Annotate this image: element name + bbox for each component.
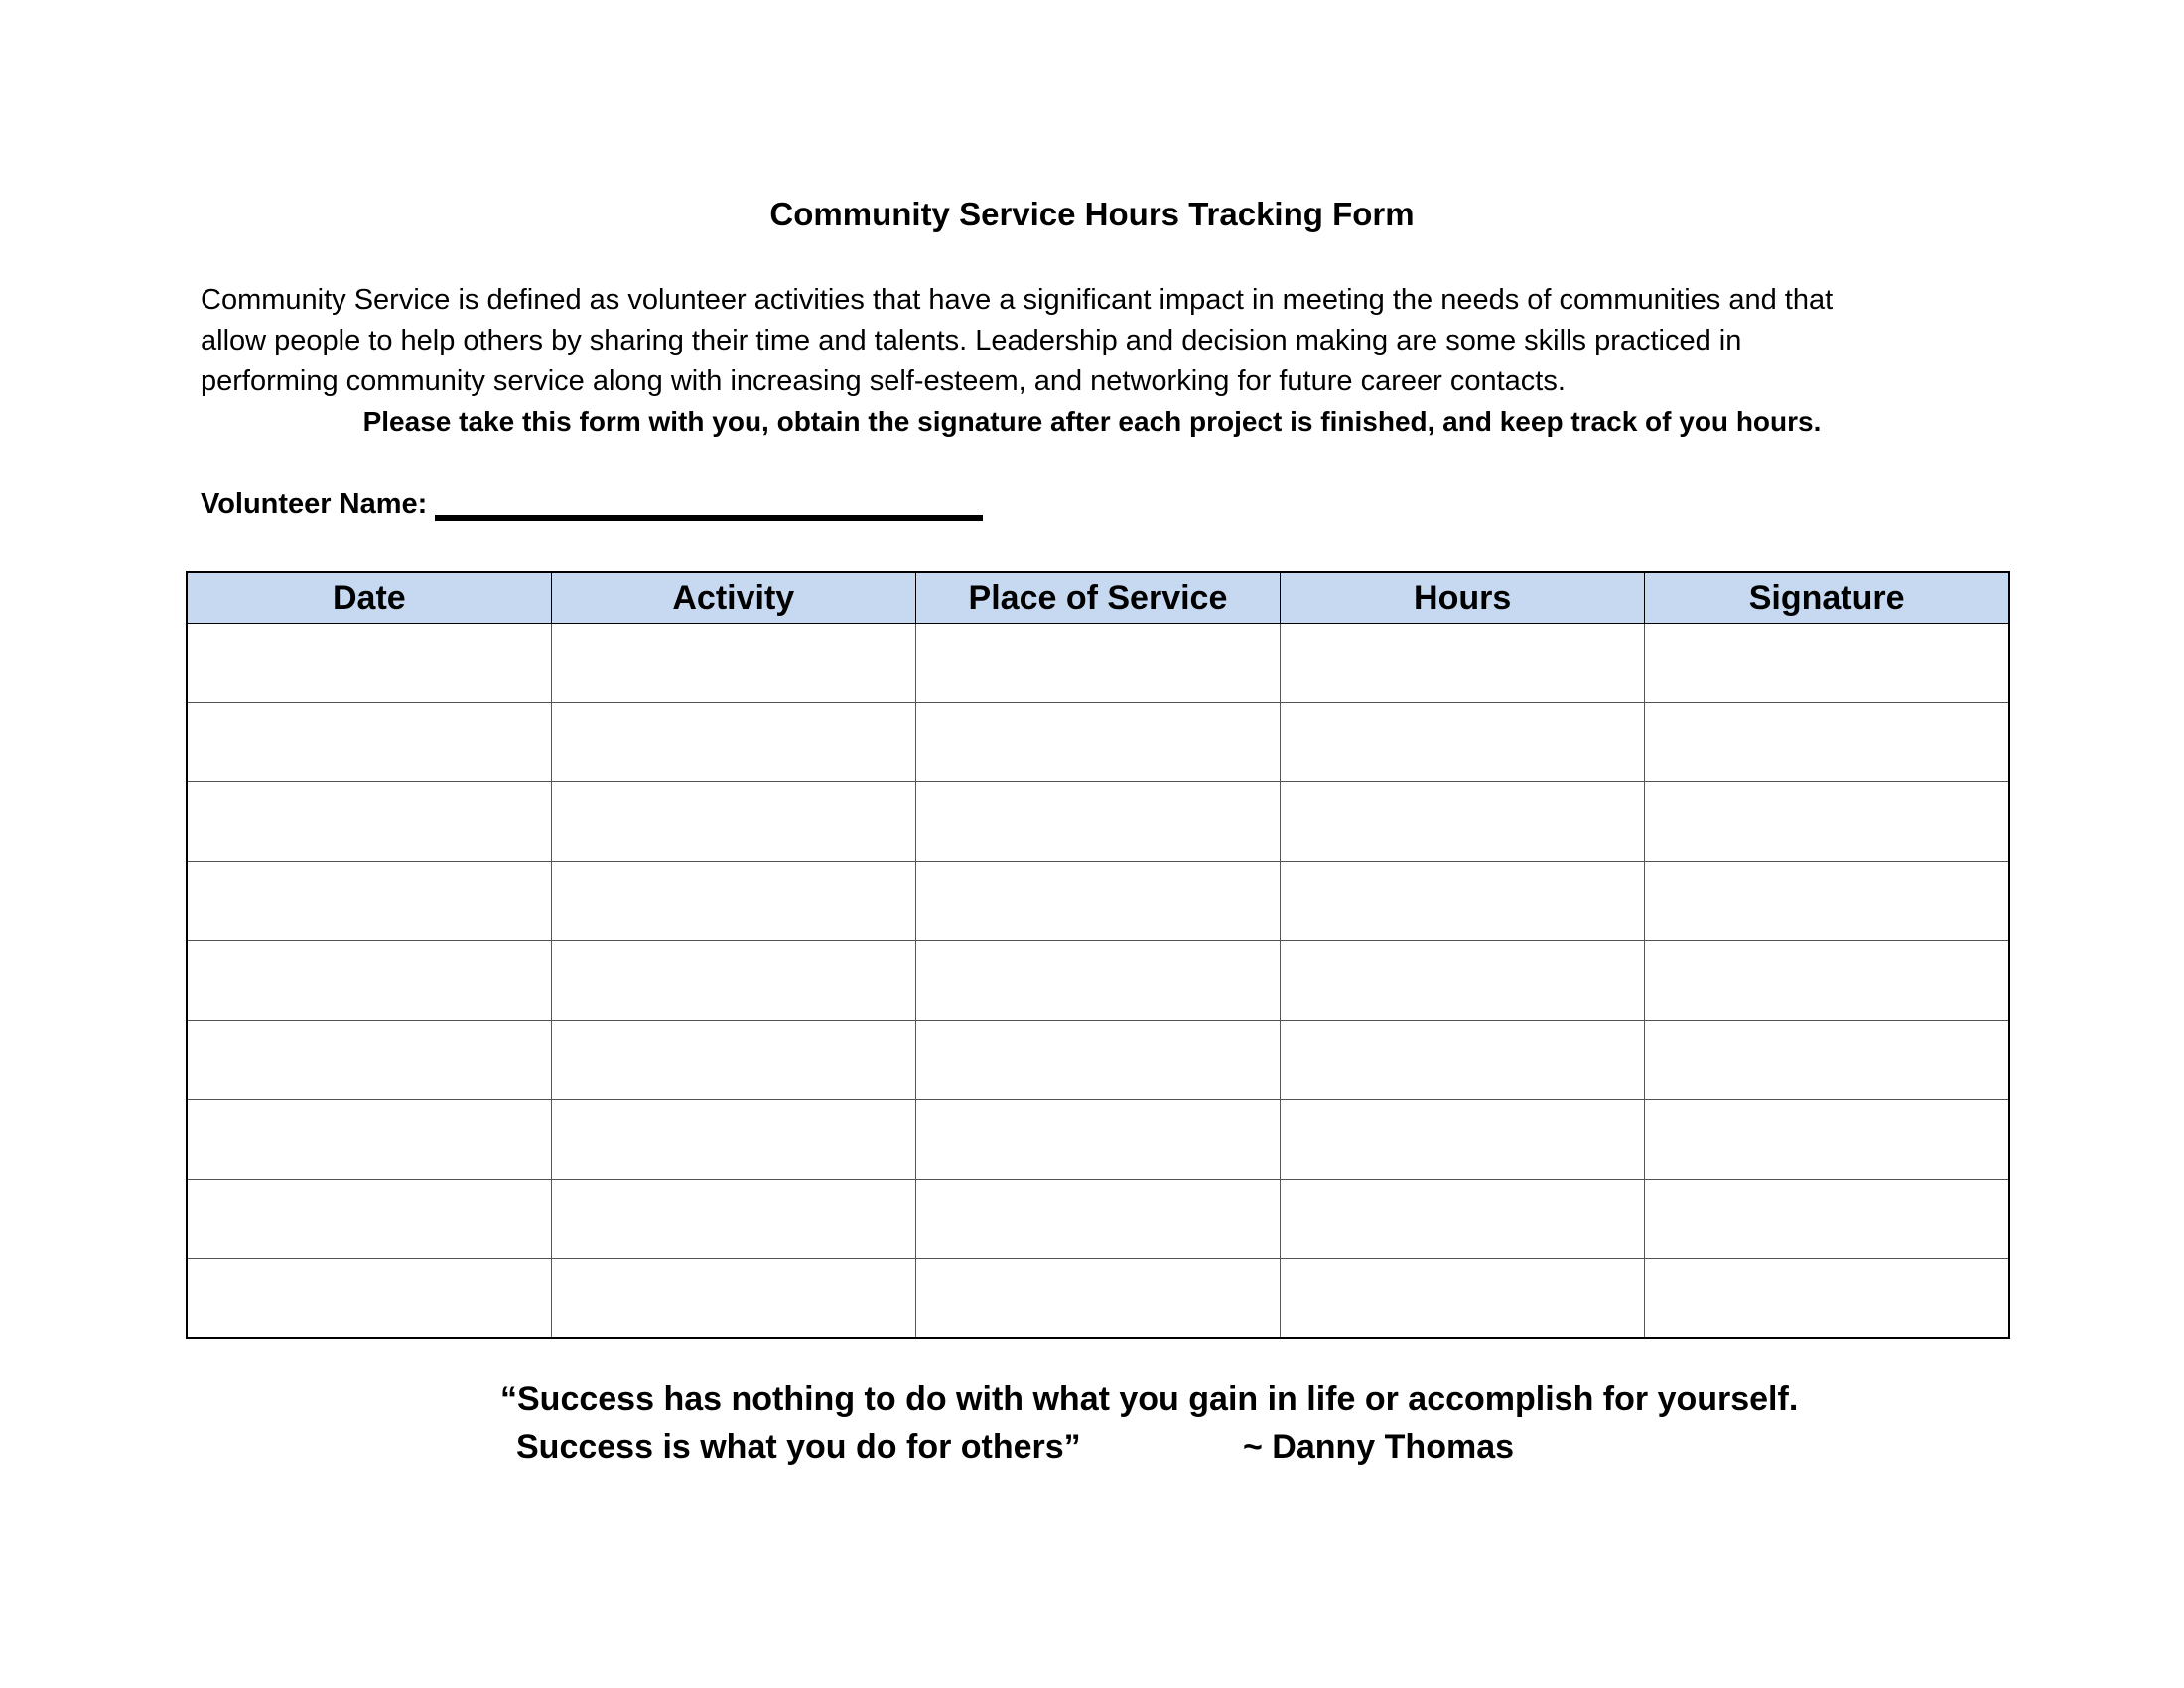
place-of-service-cell[interactable] — [915, 1100, 1280, 1180]
quote-line: Success is what you do for others” — [516, 1428, 1081, 1466]
hours-cell[interactable] — [1281, 1180, 1645, 1259]
date-cell[interactable] — [187, 1180, 551, 1259]
activity-cell[interactable] — [551, 1021, 915, 1100]
quote-line: “Success has nothing to do with what you gain in life or accomplish for yourself. — [500, 1380, 1799, 1418]
volunteer-name-field[interactable] — [435, 515, 983, 521]
instruction-text: Please take this form with you, obtain the signature after each project is finished, and keep track of you hours. — [362, 406, 1822, 437]
table-row — [187, 1100, 2009, 1180]
column-header-hours: Hours — [1281, 572, 1645, 624]
date-cell[interactable] — [187, 862, 551, 941]
intro-paragraph — [201, 280, 2007, 402]
hours-cell[interactable] — [1281, 703, 1645, 782]
place-of-service-cell[interactable] — [915, 1021, 1280, 1100]
date-cell[interactable] — [187, 1100, 551, 1180]
activity-cell[interactable] — [551, 941, 915, 1021]
signature-cell[interactable] — [1645, 782, 2009, 862]
hours-cell[interactable] — [1281, 624, 1645, 703]
date-cell[interactable] — [187, 1259, 551, 1339]
signature-cell[interactable] — [1645, 1021, 2009, 1100]
place-of-service-cell[interactable] — [915, 624, 1280, 703]
table-row — [187, 1259, 2009, 1339]
date-cell[interactable] — [187, 782, 551, 862]
place-of-service-cell[interactable] — [915, 703, 1280, 782]
activity-cell[interactable] — [551, 782, 915, 862]
activity-cell[interactable] — [551, 862, 915, 941]
volunteer-name-row — [201, 485, 983, 526]
date-cell[interactable] — [187, 941, 551, 1021]
table-header-row — [187, 572, 2009, 624]
page-title: Community Service Hours Tracking Form — [769, 196, 1415, 232]
table-row — [187, 862, 2009, 941]
quote-author: ~ Danny Thomas — [1243, 1428, 1515, 1466]
hours-cell[interactable] — [1281, 1100, 1645, 1180]
place-of-service-cell[interactable] — [915, 862, 1280, 941]
table-row — [187, 1021, 2009, 1100]
hours-cell[interactable] — [1281, 782, 1645, 862]
table-row — [187, 703, 2009, 782]
date-cell[interactable] — [187, 703, 551, 782]
table-row — [187, 782, 2009, 862]
signature-cell[interactable] — [1645, 941, 2009, 1021]
activity-cell[interactable] — [551, 1100, 915, 1180]
place-of-service-cell[interactable] — [915, 941, 1280, 1021]
service-log-table — [186, 571, 2010, 1339]
volunteer-name-label: Volunteer Name: — [201, 489, 428, 520]
table-row — [187, 941, 2009, 1021]
place-of-service-cell[interactable] — [915, 1259, 1280, 1339]
intro-line: Community Service is defined as volunteer activities that have a significant impact in meeting the needs of communities and that — [201, 284, 1834, 316]
signature-cell[interactable] — [1645, 862, 2009, 941]
column-header-activity: Activity — [551, 572, 915, 624]
table-row — [187, 624, 2009, 703]
column-header-signature: Signature — [1645, 572, 2009, 624]
intro-line: allow people to help others by sharing their time and talents. Leadership and decision making are some skills practiced in — [201, 325, 1742, 356]
date-cell[interactable] — [187, 1021, 551, 1100]
date-cell[interactable] — [187, 624, 551, 703]
intro-line: performing community service along with increasing self-esteem, and networking for future career contacts. — [201, 365, 1566, 397]
signature-cell[interactable] — [1645, 1180, 2009, 1259]
hours-cell[interactable] — [1281, 862, 1645, 941]
signature-cell[interactable] — [1645, 1259, 2009, 1339]
table-row — [187, 1180, 2009, 1259]
hours-cell[interactable] — [1281, 941, 1645, 1021]
column-header-date: Date — [187, 572, 551, 624]
activity-cell[interactable] — [551, 1259, 915, 1339]
place-of-service-cell[interactable] — [915, 1180, 1280, 1259]
activity-cell[interactable] — [551, 624, 915, 703]
signature-cell[interactable] — [1645, 624, 2009, 703]
activity-cell[interactable] — [551, 1180, 915, 1259]
signature-cell[interactable] — [1645, 703, 2009, 782]
column-header-place-of-service: Place of Service — [915, 572, 1280, 624]
hours-cell[interactable] — [1281, 1259, 1645, 1339]
place-of-service-cell[interactable] — [915, 782, 1280, 862]
hours-cell[interactable] — [1281, 1021, 1645, 1100]
table-body — [187, 624, 2009, 1339]
activity-cell[interactable] — [551, 703, 915, 782]
signature-cell[interactable] — [1645, 1100, 2009, 1180]
